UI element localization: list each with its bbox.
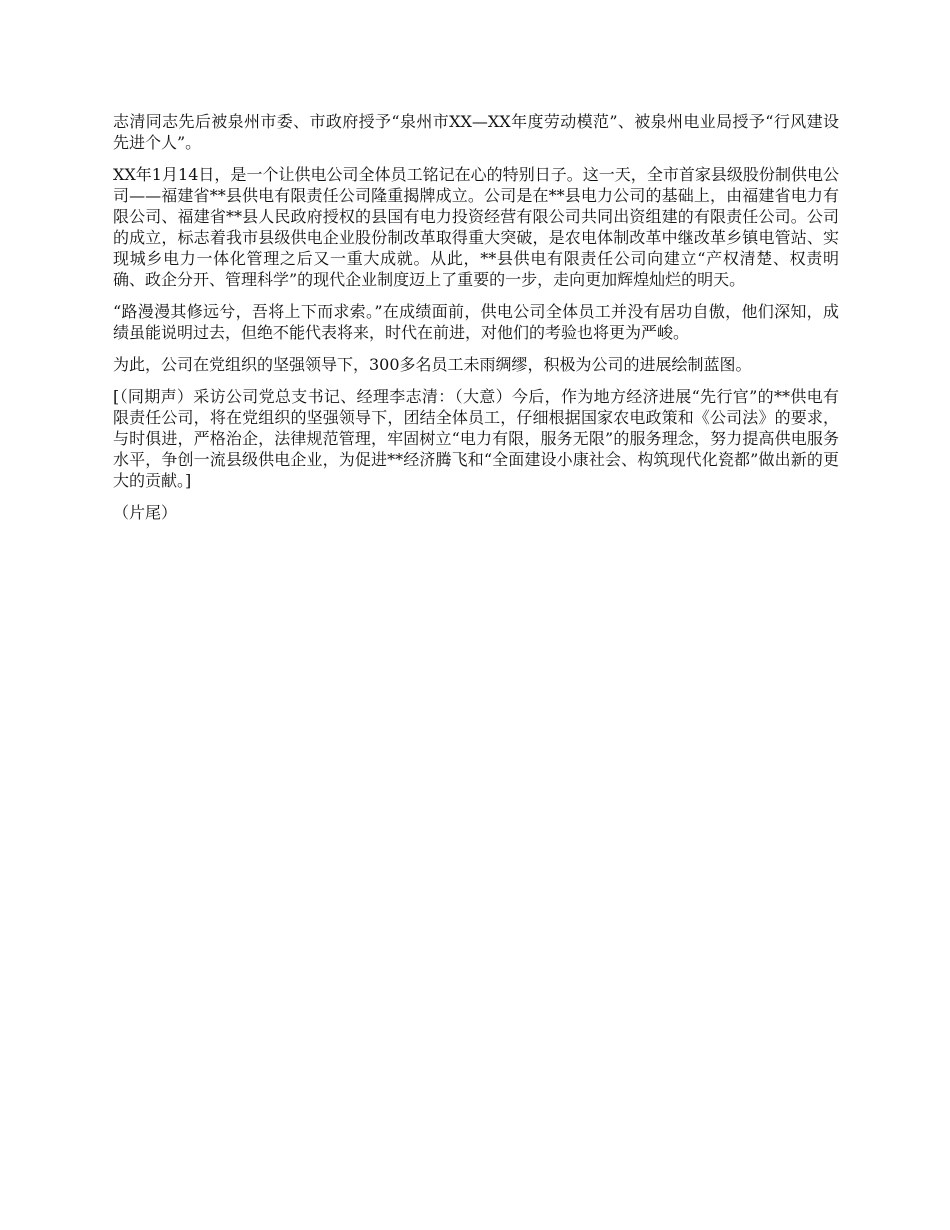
paragraph-1: 志清同志先后被泉州市委、市政府授予“泉州市XX—XX年度劳动模范”、被泉州电业局授予“行风建设先进个人”。: [113, 112, 839, 152]
paragraph-2: XX年1月14日，是一个让供电公司全体员工铭记在心的特别日子。这一天，全市首家县级股份制供电公司——福建省**县供电有限责任公司隆重揭牌成立。公司是在**县电力公司的基础上，由福建省电力有限公司、福建省**县人民政府授权的县国有电力投资经营有限公司共同出资组建的有限责任公司。公司的成立，标志着我市县级供电企业股份制改革取得重大突破，是农电体制改革中继改革乡镇电管站、实现城乡电力一体化管理之后又一重大成就。从此，**县供电有限责任公司向建立“产权清楚、权责明确、政企分开、管理科学”的现代企业制度迈上了重要的一步，走向更加辉煌灿烂的明天。: [113, 165, 839, 289]
paragraph-3: “路漫漫其修远兮，吾将上下而求索。”在成绩面前，供电公司全体员工并没有居功自傲，他们深知，成绩虽能说明过去，但绝不能代表将来，时代在前进，对他们的考验也将更为严峻。: [113, 302, 839, 342]
paragraph-5: [（同期声）采访公司党总支书记、经理李志清：（大意）今后，作为地方经济进展“先行官”的**供电有限责任公司，将在党组织的坚强领导下，团结全体员工，仔细根据国家农电政策和《公司法》的要求，与时俱进，严格治企，法律规范管理，牢固树立“电力有限，服务无限”的服务理念，努力提高供电服务水平，争创一流县级供电企业，为促进**经济腾飞和“全面建设小康社会、构筑现代化瓷都”做出新的更大的贡献。]: [113, 387, 839, 490]
document-body: [113, 111, 839, 534]
paragraph-closing: （片尾）: [113, 503, 178, 522]
paragraph-4: 为此，公司在党组织的坚强领导下，300多名员工未雨绸缪，积极为公司的进展绘制蓝图。: [113, 355, 752, 374]
